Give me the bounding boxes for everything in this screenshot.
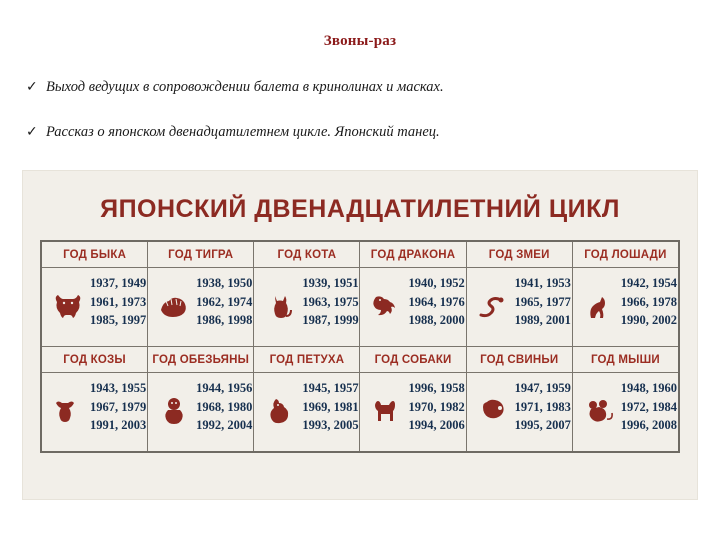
table-cell-dog (360, 347, 466, 453)
cell-title: ГОД ДРАКОНА (360, 242, 465, 268)
list-item-text: Выход ведущих в сопровождении балета в кринолинах и масках. (46, 79, 444, 95)
page-title: Звоны-раз (323, 33, 397, 49)
dragon-icon (366, 274, 406, 338)
cell-title: ГОД ТИГРА (148, 242, 253, 268)
cell-years: 1937, 1949 1961, 1973 1985, 1997 (90, 276, 147, 327)
cell-years: 1940, 1952 1964, 1976 1988, 2000 (408, 276, 465, 327)
checkmark-icon: ✓ (26, 79, 38, 95)
table-cell-pig (466, 347, 572, 453)
cell-title: ГОД СОБАКИ (360, 347, 465, 373)
cell-years: 1944, 1956 1968, 1980 1992, 2004 (196, 381, 253, 432)
cell-title: ГОД БЫКА (42, 242, 147, 268)
zodiac-cycle-image (22, 170, 698, 500)
table-cell-tiger (148, 241, 254, 347)
cell-years: 1943, 1955 1967, 1979 1991, 2003 (90, 381, 147, 432)
tiger-icon (154, 274, 194, 338)
cell-title: ГОД ЗМЕИ (467, 242, 572, 268)
cell-years: 1996, 1958 1970, 1982 1994, 2006 (408, 381, 465, 432)
bullet-list (26, 78, 696, 168)
list-item (26, 78, 696, 97)
cell-title: ГОД ОБЕЗЬЯНЫ (148, 347, 253, 373)
rooster-icon (260, 379, 300, 443)
pig-icon (473, 379, 513, 443)
cell-title: ГОД КОТА (254, 242, 359, 268)
goat-icon (48, 379, 88, 443)
zodiac-cycle-heading: ЯПОНСКИЙ ДВЕНАДЦАТИЛЕТНИЙ ЦИКЛ (100, 195, 620, 223)
list-item-text: Рассказ о японском двенадцатилетнем цикле. Японский танец. (46, 123, 440, 140)
table-cell-cat (254, 241, 360, 347)
ox-icon (48, 274, 88, 338)
checkmark-icon: ✓ (26, 123, 38, 140)
table-cell-dragon (360, 241, 466, 347)
cell-title: ГОД ЛОШАДИ (573, 242, 678, 268)
monkey-icon (154, 379, 194, 443)
table-row (41, 241, 679, 347)
table-cell-snake (466, 241, 572, 347)
cell-years: 1942, 1954 1966, 1978 1990, 2002 (620, 276, 678, 327)
dog-icon (366, 379, 406, 443)
table-cell-ox (41, 241, 148, 347)
cell-years: 1938, 1950 1962, 1974 1986, 1998 (196, 276, 253, 327)
cell-years: 1939, 1951 1963, 1975 1987, 1999 (302, 276, 359, 327)
table-cell-rooster (254, 347, 360, 453)
table-cell-goat (41, 347, 148, 453)
horse-icon (579, 274, 619, 338)
cell-years: 1947, 1959 1971, 1983 1995, 2007 (514, 381, 571, 432)
mouse-icon (579, 379, 619, 443)
list-item (26, 123, 696, 142)
snake-icon (473, 274, 513, 338)
table-cell-monkey (148, 347, 254, 453)
cell-title: ГОД ПЕТУХА (254, 347, 359, 373)
cell-years: 1945, 1957 1969, 1981 1993, 2005 (302, 381, 359, 432)
cat-icon (260, 274, 300, 338)
cell-title: ГОД КОЗЫ (42, 347, 147, 373)
zodiac-cycle-table (40, 240, 680, 453)
cell-title: ГОД МЫШИ (573, 347, 678, 373)
table-cell-mouse (572, 347, 679, 453)
cell-years: 1948, 1960 1972, 1984 1996, 2008 (620, 381, 678, 432)
cell-title: ГОД СВИНЬИ (467, 347, 572, 373)
cell-years: 1941, 1953 1965, 1977 1989, 2001 (514, 276, 571, 327)
table-row (41, 347, 679, 453)
table-cell-horse (572, 241, 679, 347)
